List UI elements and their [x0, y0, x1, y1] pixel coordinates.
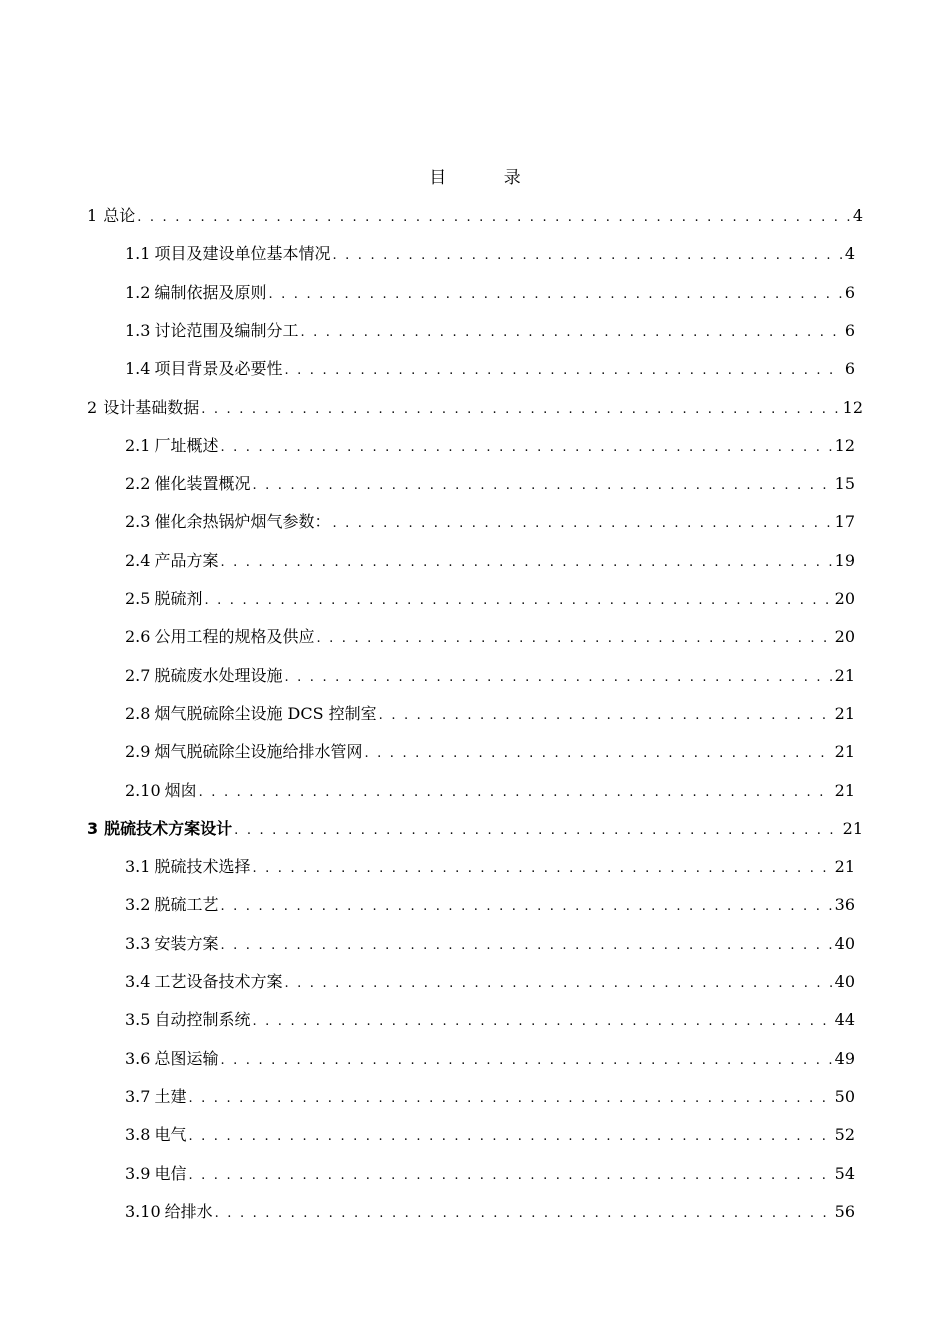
toc-entry-label: 安装方案: [154, 933, 219, 953]
toc-leader-dots: [379, 705, 833, 727]
toc-entry-number: 2.7: [125, 665, 151, 685]
toc-leader-dots: [284, 667, 832, 689]
toc-entry-label: 给排水: [164, 1201, 213, 1221]
toc-entry-label: 总图运输: [154, 1048, 219, 1068]
toc-entry-label: 总论: [103, 206, 136, 225]
toc-entry-label: 脱硫技术选择: [154, 857, 251, 877]
toc-entry-page: 49: [834, 1048, 855, 1068]
toc-entry-label: 电信: [154, 1163, 187, 1183]
toc-leader-dots: [300, 322, 842, 344]
toc-entry-page: 21: [834, 857, 855, 877]
toc-entry-number: 2.2: [125, 474, 151, 494]
toc-leader-dots: [215, 1203, 833, 1225]
toc-entry-label: 脱硫剂: [154, 589, 203, 608]
toc-leader-dots: [199, 782, 833, 804]
toc-entry[interactable]: [125, 741, 855, 763]
toc-entry[interactable]: [125, 933, 855, 955]
toc-entry-page: 4: [844, 244, 855, 264]
toc-entry-page: 6: [844, 320, 855, 340]
toc-entry-label: 厂址概述: [154, 435, 219, 455]
toc-entry-number: 3.5: [125, 1010, 151, 1030]
toc-leader-dots: [137, 207, 851, 229]
toc-entry-number: 3.4: [125, 972, 151, 991]
toc-entry-number: 2.1: [125, 435, 151, 455]
toc-entry-page: 40: [834, 933, 855, 953]
toc-entry[interactable]: [125, 856, 855, 878]
toc-entry-label: 脱硫技术方案设计: [104, 818, 233, 838]
toc-entry-page: 21: [834, 742, 855, 762]
toc-entry-number: 2.5: [125, 589, 151, 608]
toc-leader-dots: [316, 628, 832, 650]
toc-entry-page: 56: [834, 1201, 855, 1221]
toc-entry-page: 19: [834, 550, 855, 570]
toc-entry[interactable]: [87, 818, 863, 840]
toc-entry-number: 2.3: [125, 512, 151, 532]
toc-entry[interactable]: [125, 1009, 855, 1031]
toc-leader-dots: [332, 513, 832, 535]
toc-entry[interactable]: [87, 205, 863, 227]
toc-entry-number: 3.1: [125, 857, 151, 877]
toc-entry-page: 36: [834, 895, 855, 915]
toc-entry[interactable]: [125, 1201, 855, 1223]
toc-entry-page: 4: [852, 206, 863, 225]
toc-entry[interactable]: [125, 1048, 855, 1070]
toc-entry-page: 44: [834, 1010, 855, 1030]
toc-entry-label: 电气: [154, 1125, 187, 1145]
toc-entry-label: 脱硫废水处理设施: [154, 665, 283, 685]
toc-leader-dots: [284, 973, 832, 995]
toc-entry[interactable]: [125, 588, 855, 610]
toc-entry-number: 3.3: [125, 933, 151, 953]
toc-entry[interactable]: [125, 358, 855, 380]
toc-leader-dots: [252, 475, 832, 497]
toc-entry-page: 50: [834, 1086, 855, 1106]
toc-entry-label: 编制依据及原则: [154, 282, 267, 302]
toc-entry-number: 1: [87, 206, 98, 225]
toc-entry-page: 6: [844, 282, 855, 302]
toc-entry[interactable]: [87, 397, 863, 419]
toc-entry-label: 产品方案: [154, 550, 219, 570]
toc-entry-label: 公用工程的规格及供应: [154, 627, 315, 647]
toc-entry-page: 52: [834, 1125, 855, 1145]
toc-entry-number: 2: [87, 397, 98, 417]
toc-entry-label: 项目背景及必要性: [154, 359, 283, 379]
toc-entry-number: 1.3: [125, 320, 151, 340]
toc-entry-label: 催化装置概况: [154, 474, 251, 494]
toc-entry-number: 3: [87, 818, 99, 838]
toc-leader-dots: [204, 590, 832, 612]
toc-entry-number: 3.10: [125, 1201, 161, 1221]
toc-entry-number: 3.2: [125, 895, 151, 915]
toc-entry-page: 21: [834, 780, 855, 800]
toc-entry-number: 2.6: [125, 627, 151, 647]
toc-leader-dots: [252, 858, 832, 880]
toc-entry-label: 催化余热锅炉烟气参数：: [154, 512, 331, 532]
toc-entry[interactable]: [125, 435, 855, 457]
toc-entry[interactable]: [125, 282, 855, 304]
toc-entry-page: 20: [834, 589, 855, 608]
toc-entry[interactable]: [125, 320, 855, 342]
toc-entry-number: 3.7: [125, 1086, 151, 1106]
toc-leader-dots: [220, 1050, 832, 1072]
toc-entry-page: 6: [844, 359, 855, 379]
toc-leader-dots: [284, 360, 842, 382]
toc-leader-dots: [252, 1011, 832, 1033]
toc-leader-dots: [220, 552, 832, 574]
toc-entry-page: 12: [842, 397, 863, 417]
toc-leader-dots: [268, 284, 842, 306]
toc-entry-page: 40: [834, 972, 855, 991]
toc-entry-label: 自动控制系统: [154, 1010, 251, 1030]
toc-entry-number: 1.4: [125, 359, 151, 379]
toc-entry[interactable]: [125, 1086, 855, 1108]
toc-leader-dots: [220, 935, 832, 957]
toc-entry-number: 3.9: [125, 1163, 151, 1183]
toc-leader-dots: [234, 820, 840, 842]
toc-entry-number: 2.9: [125, 742, 151, 762]
toc-entry[interactable]: [125, 703, 855, 725]
toc-entry-page: 54: [834, 1163, 855, 1183]
toc-entry[interactable]: [125, 1163, 855, 1185]
toc-entry-number: 2.10: [125, 780, 161, 800]
toc-entry-page: 17: [834, 512, 855, 532]
toc-leader-dots: [188, 1126, 832, 1148]
toc-entry[interactable]: [125, 473, 855, 495]
toc-entry[interactable]: [125, 626, 855, 648]
toc-entry-page: 21: [834, 665, 855, 685]
toc-leader-dots: [332, 245, 842, 267]
toc-entry[interactable]: [125, 550, 855, 572]
toc-entry-number: 2.4: [125, 550, 151, 570]
toc-entry-page: 21: [842, 818, 863, 838]
toc-entry-number: 1.1: [125, 244, 151, 264]
toc-entry-number: 3.8: [125, 1125, 151, 1145]
toc-entry-label: 脱硫工艺: [154, 895, 219, 915]
toc-entry[interactable]: [125, 665, 855, 687]
toc-entry-label: 讨论范围及编制分工: [154, 320, 299, 340]
toc-entry-label: 设计基础数据: [103, 397, 200, 417]
toc-entry-label: 工艺设备技术方案: [154, 972, 283, 991]
toc-leader-dots: [201, 399, 840, 421]
toc-entry-label: 烟气脱硫除尘设施给排水管网: [154, 742, 363, 762]
toc-entry-page: 15: [834, 474, 855, 494]
toc-entry[interactable]: [125, 511, 855, 533]
toc-entry-label: 项目及建设单位基本情况: [154, 244, 331, 264]
toc-leader-dots: [220, 437, 832, 459]
toc-entry-page: 12: [834, 435, 855, 455]
page-title: 目 录: [429, 168, 547, 188]
toc-entry-number: 1.2: [125, 282, 151, 302]
toc-entry-label: 土建: [154, 1086, 187, 1106]
toc-entry[interactable]: [125, 1124, 855, 1146]
toc-leader-dots: [364, 743, 832, 765]
toc-entry-page: 21: [834, 703, 855, 723]
toc-entry-label: 烟囱: [164, 780, 197, 800]
toc-entry-number: 3.6: [125, 1048, 151, 1068]
toc-entry[interactable]: [125, 894, 855, 916]
toc-entry-label: 烟气脱硫除尘设施 DCS 控制室: [154, 703, 377, 723]
toc-entry-page: 20: [834, 627, 855, 647]
toc-entry[interactable]: [125, 243, 855, 265]
toc-entry-number: 2.8: [125, 703, 151, 723]
toc-entry[interactable]: [125, 971, 855, 993]
toc-entry[interactable]: [125, 780, 855, 802]
toc-leader-dots: [188, 1088, 832, 1110]
toc-leader-dots: [220, 896, 832, 918]
toc-leader-dots: [188, 1165, 832, 1187]
